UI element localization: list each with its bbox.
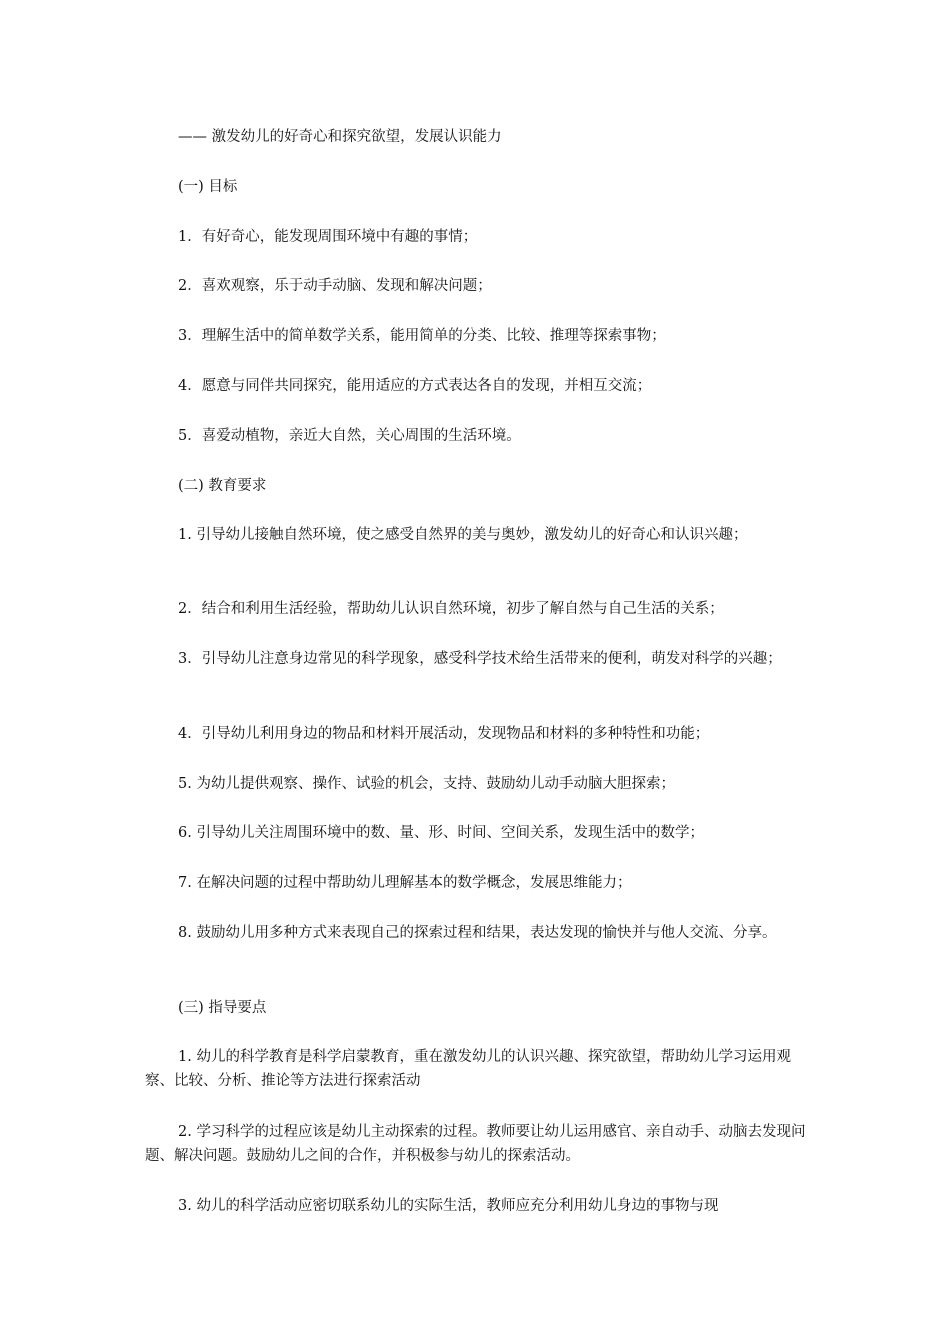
requirement-item: 6. 引导幼儿关注周围环境中的数、量、形、时间、空间关系，发现生活中的数学； xyxy=(178,825,704,841)
goal-item: 3．理解生活中的简单数学关系，能用简单的分类、比较、推理等探索事物； xyxy=(178,328,666,344)
guidance-item: 2. 学习科学的过程应该是幼儿主动探索的过程。教师要让幼儿运用感官、亲自动手、动脑去发现问题、解决问题。鼓励幼儿之间的合作，并积极参与幼儿的探索活动。 xyxy=(145,1124,806,1164)
goal-item: 4．愿意与同伴共同探究，能用适应的方式表达各自的发现，并相互交流； xyxy=(178,378,652,394)
goal-item: 2．喜欢观察，乐于动手动脑、发现和解决问题； xyxy=(178,278,492,294)
requirement-item: 5. 为幼儿提供观察、操作、试验的机会，支持、鼓励幼儿动手动脑大胆探索； xyxy=(178,776,675,792)
section-heading-requirements: (二) 教育要求 xyxy=(178,478,267,494)
section-heading-goals: (一) 目标 xyxy=(178,179,238,195)
goal-item: 5．喜爱动植物，亲近大自然，关心周围的生活环境。 xyxy=(178,428,521,444)
document-subtitle: —— 激发幼儿的好奇心和探究欲望，发展认识能力 xyxy=(178,129,502,145)
requirement-item: 7. 在解决问题的过程中帮助幼儿理解基本的数学概念，发展思维能力； xyxy=(178,875,632,891)
guidance-item: 1. 幼儿的科学教育是科学启蒙教育，重在激发幼儿的认识兴趣、探究欲望，帮助幼儿学习运用观察、比较、分析、推论等方法进行探索活动 xyxy=(145,1049,791,1089)
requirement-item: 2．结合和利用生活经验，帮助幼儿认识自然环境，初步了解自然与自己生活的关系； xyxy=(178,601,724,617)
requirement-item: 4．引导幼儿利用身边的物品和材料开展活动，发现物品和材料的多种特性和功能； xyxy=(178,726,710,742)
requirement-item: 1. 引导幼儿接触自然环境，使之感受自然界的美与奥妙，激发幼儿的好奇心和认识兴趣； xyxy=(178,527,748,543)
goal-item: 1．有好奇心，能发现周围环境中有趣的事情； xyxy=(178,229,478,245)
guidance-item: 3. 幼儿的科学活动应密切联系幼儿的实际生活，教师应充分利用幼儿身边的事物与现 xyxy=(178,1198,719,1214)
section-heading-guidance: (三) 指导要点 xyxy=(178,1000,267,1016)
requirement-item: 3．引导幼儿注意身边常见的科学现象，感受科学技术给生活带来的便利，萌发对科学的兴趣； xyxy=(178,651,782,667)
requirement-item: 8. 鼓励幼儿用多种方式来表现自己的探索过程和结果，表达发现的愉快并与他人交流、分享。 xyxy=(178,925,777,941)
